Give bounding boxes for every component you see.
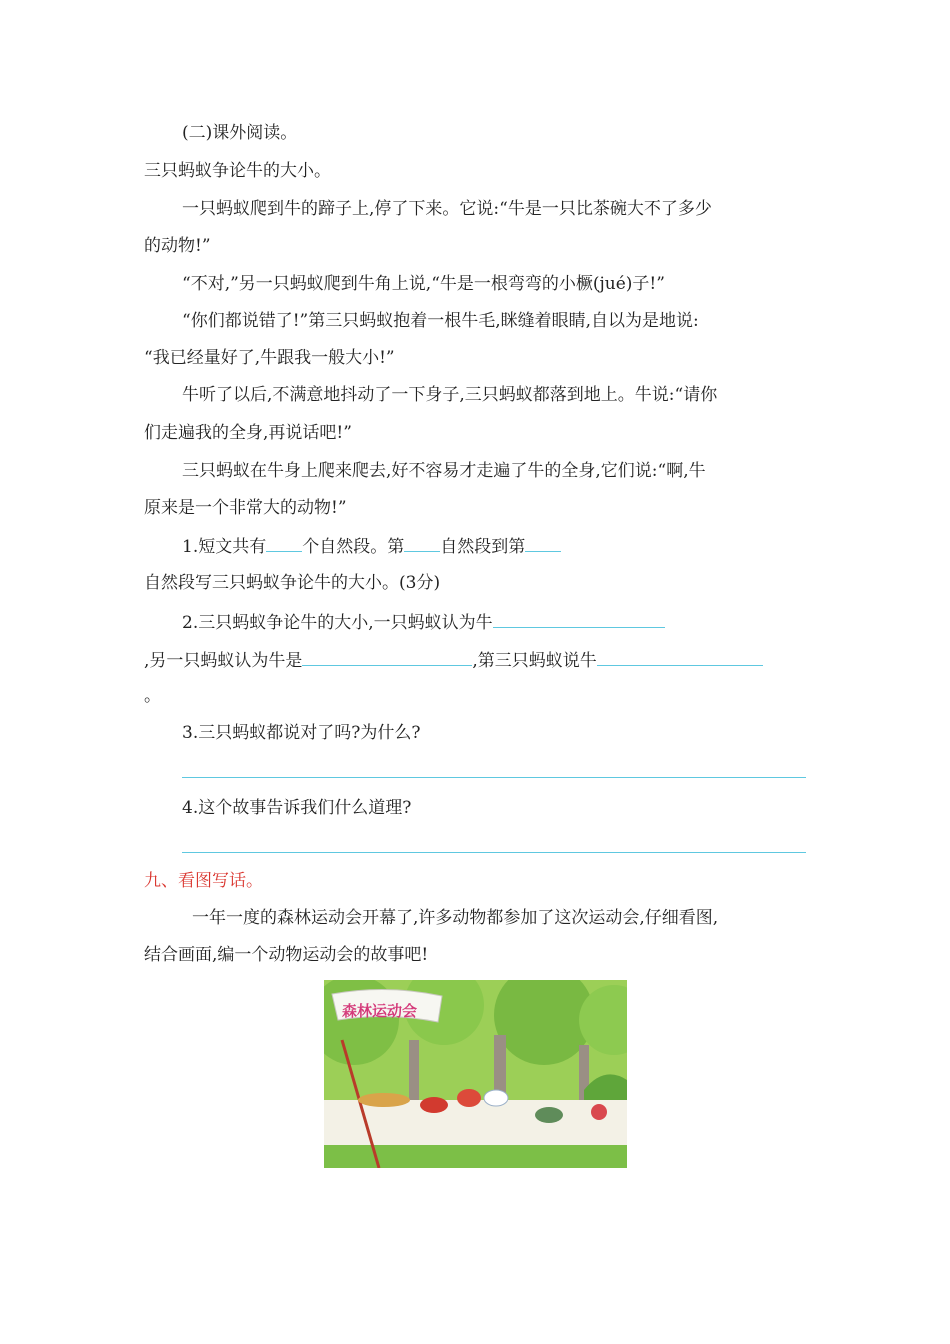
squirrel-body xyxy=(457,1089,481,1107)
question-2-text-a: 2.三只蚂蚁争论牛的大小,一只蚂蚁认为牛 xyxy=(182,613,493,633)
question-1-text-b: 个自然段。第 xyxy=(302,537,405,557)
forest-sports-meet-illustration xyxy=(324,980,627,1168)
question-4: 4.这个故事告诉我们什么道理? xyxy=(182,798,412,818)
writing-prompt-line-2: 结合画面,编一个动物运动会的故事吧! xyxy=(144,945,429,965)
question-1-text-a: 1.短文共有 xyxy=(182,537,267,557)
paragraph-5-line-1: 三只蚂蚁在牛身上爬来爬去,好不容易才走遍了牛的全身,它们说:“啊,牛 xyxy=(182,461,706,481)
grass xyxy=(324,1145,627,1168)
rabbit-body xyxy=(484,1090,508,1106)
story-title: 三只蚂蚁争论牛的大小。 xyxy=(144,161,331,181)
answer-blank-paragraph-count[interactable] xyxy=(266,533,302,552)
tree-trunk-1 xyxy=(409,1040,419,1100)
paragraph-2: “不对,”另一只蚂蚁爬到牛角上说,“牛是一根弯弯的小橛(jué)子!” xyxy=(182,274,665,294)
paragraph-5-line-2: 原来是一个非常大的动物!” xyxy=(144,498,347,518)
turtle-shell xyxy=(535,1107,563,1123)
paragraph-4-line-1: 牛听了以后,不满意地抖动了一下身子,三只蚂蚁都落到地上。牛说:“请你 xyxy=(182,385,718,405)
writing-section-title: 九、看图写话。 xyxy=(144,871,263,891)
writing-prompt-line-1: 一年一度的森林运动会开幕了,许多动物都参加了这次运动会,仔细看图, xyxy=(192,908,719,928)
paragraph-4-line-2: 们走遍我的全身,再说话吧!” xyxy=(144,423,352,443)
answer-blank-third-ant[interactable] xyxy=(597,647,763,666)
paragraph-3-line-2: “我已经量好了,牛跟我一般大小!” xyxy=(144,348,395,368)
answer-line-question-4[interactable] xyxy=(182,852,806,853)
answer-blank-second-ant[interactable] xyxy=(302,647,472,666)
question-2-text-b: ,另一只蚂蚁认为牛是 xyxy=(144,651,303,671)
banner-text: 森林运动会 xyxy=(342,1002,418,1020)
paragraph-1-line-1: 一只蚂蚁爬到牛的蹄子上,停了下来。它说:“牛是一只比茶碗大不了多少 xyxy=(182,199,712,219)
paragraph-1-line-2: 的动物!” xyxy=(144,236,211,256)
question-1 xyxy=(182,533,561,559)
answer-blank-first-ant[interactable] xyxy=(493,609,665,628)
paragraph-3-line-1: “你们都说错了!”第三只蚂蚁抱着一根牛毛,眯缝着眼睛,自以为是地说: xyxy=(182,311,699,331)
snail-shell xyxy=(591,1104,607,1120)
deer-body xyxy=(358,1093,410,1107)
answer-line-question-3[interactable] xyxy=(182,777,806,778)
question-2-text-c: ,第三只蚂蚁说牛 xyxy=(472,651,597,671)
answer-blank-end-paragraph[interactable] xyxy=(525,533,561,552)
question-1-continued: 自然段写三只蚂蚁争论牛的大小。(3分) xyxy=(144,573,441,593)
fox-body xyxy=(420,1097,448,1113)
illustration-svg xyxy=(324,980,627,1168)
question-3: 3.三只蚂蚁都说对了吗?为什么? xyxy=(182,723,421,743)
question-2-end: 。 xyxy=(144,686,161,706)
section-title: (二)课外阅读。 xyxy=(182,123,298,143)
question-2-continued xyxy=(144,647,763,673)
question-2 xyxy=(182,609,665,635)
answer-blank-start-paragraph[interactable] xyxy=(404,533,440,552)
question-1-text-c: 自然段到第 xyxy=(440,537,526,557)
